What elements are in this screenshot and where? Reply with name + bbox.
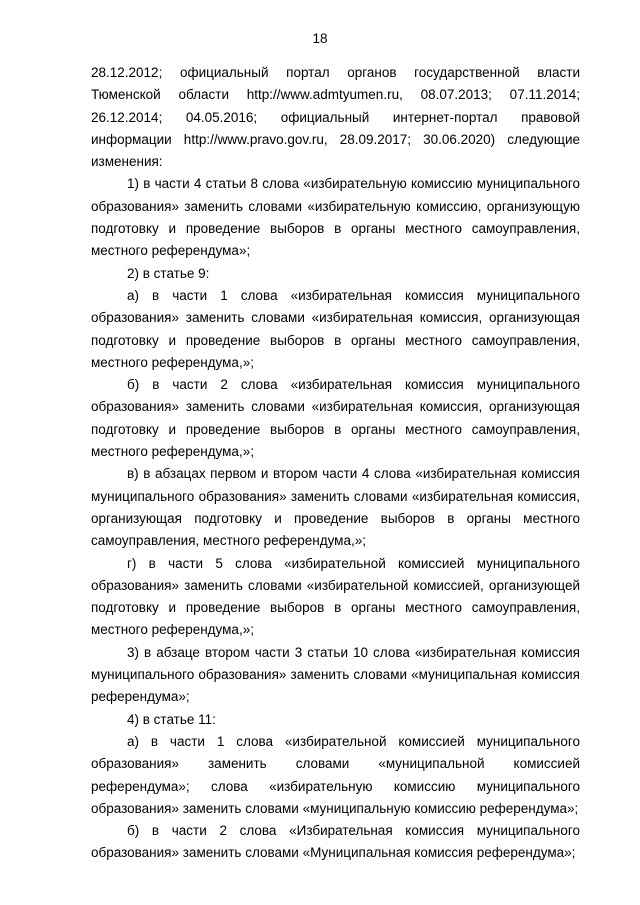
paragraph-item-4: 4) в статье 11: xyxy=(127,711,216,727)
paragraph-item-2: 2) в статье 9: xyxy=(127,265,210,281)
page-number: 18 xyxy=(312,31,328,46)
paragraph-item-2a: а) в части 1 слова «избирательная комиссия муниципального образования» заменить словами «избирательная комиссия, организующая подготовку и проведение выборов в органы местного самоуправления, местного референдума,»; xyxy=(91,287,580,370)
paragraph-item-2v: в) в абзацах первом и втором части 4 слова «избирательная комиссия муниципального образования» заменить словами «избирательная комиссия, организующая подготовку и проведение выборов в органы местного самоуправления, местного референдума,»; xyxy=(91,466,580,549)
paragraph-item-2g: г) в части 5 слова «избирательной комиссией муниципального образования» заменить словами «избирательной комиссией, организующей подготовку и проведение выборов в органы местного самоуправления, местного референдума,»; xyxy=(91,555,580,638)
paragraph-item-3: 3) в абзаце втором части 3 статьи 10 слова «избирательная комиссия муниципального образования» заменить словами «муниципальная комиссия референдума»; xyxy=(91,644,580,705)
paragraph-item-4b: б) в части 2 слова «Избирательная комиссия муниципального образования» заменить словами «Муниципальная комиссия референдума»; xyxy=(91,823,580,861)
paragraph-item-2b: б) в части 2 слова «избирательная комиссия муниципального образования» заменить словами «избирательная комиссия, организующая подготовку и проведение выборов в органы местного самоуправления, местного референдума,»; xyxy=(91,377,580,460)
paragraph-item-4a: а) в части 1 слова «избирательной комиссией муниципального образования» заменить словами «муниципальной комиссией референдума»; слова «избирательную комиссию муниципального образования» заменить словами «муниципальную комиссию референдума»; xyxy=(91,733,580,816)
paragraph-continuation: 28.12.2012; официальный портал органов государственной власти Тюменской области http://www.admtyumen.ru, 08.07.2013; 07.11.2014; 26.12.2014; 04.05.2016; официальный интернет-портал правовой информации http://www.pravo.gov.ru, 28.09.2017; 30.06.2020) следующие изменения: xyxy=(91,65,580,170)
document-body xyxy=(91,62,580,865)
paragraph-item-1: 1) в части 4 статьи 8 слова «избирательную комиссию муниципального образования» заменить словами «избирательную комиссию, организующую подготовку и проведение выборов в органы местного самоуправления, местного референдума»; xyxy=(91,176,580,259)
